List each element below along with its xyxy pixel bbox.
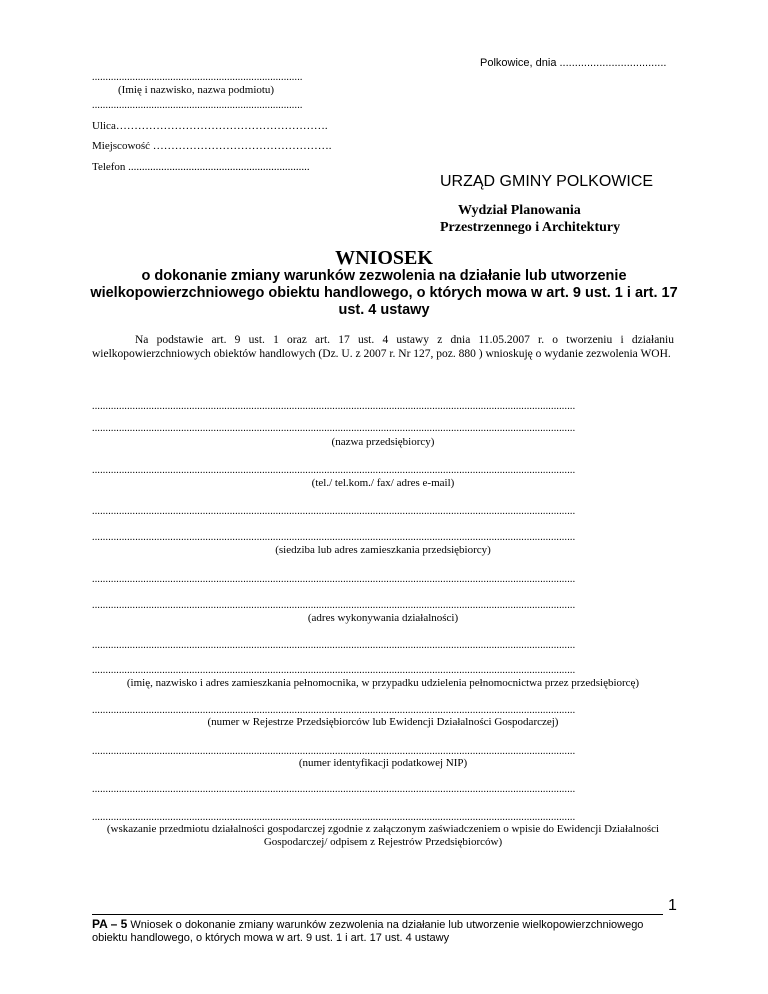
- department-line-1: Wydział Planowania: [458, 203, 581, 218]
- registry-number-line[interactable]: ...................................................................................................................................................................................: [92, 705, 576, 716]
- contact-line[interactable]: ...................................................................................................................................................................................: [92, 465, 576, 476]
- footer-rule: [92, 914, 663, 915]
- nip-caption: (numer identyfikacji podatkowej NIP): [298, 757, 468, 769]
- intro-paragraph: Na podstawie art. 9 ust. 1 oraz art. 17 ust. 4 ustawy z dnia 11.05.2007 r. o tworzeniu i działaniu wielkopowierzchniowych obiektów handlowych (Dz. U. z 2007 r. Nr 127, poz. 880 ) wnioskuję o wydanie zezwolenia WOH.: [92, 334, 674, 360]
- footer-text: [92, 918, 678, 945]
- company-name-caption: (nazwa przedsiębiorcy): [331, 436, 435, 448]
- document-title: WNIOSEK: [335, 247, 433, 269]
- business-address-caption: (adres wykonywania działalności): [307, 612, 459, 624]
- document-subtitle: o dokonanie zmiany warunków zezwolenia na działanie lub utworzenie wielkopowierzchniowego obiektu handlowego, o których mowa w art. 9 ust. 1 i art. 17 ust. 4 ustawy: [90, 268, 678, 318]
- street-field[interactable]: Ulica………………………………………………….: [92, 120, 328, 132]
- business-address-line-2[interactable]: ...................................................................................................................................................................................: [92, 600, 576, 611]
- business-address-line-1[interactable]: ...................................................................................................................................................................................: [92, 574, 576, 585]
- registry-number-caption: (numer w Rejestrze Przedsiębiorców lub Ewidencji Działalności Gospodarczej): [207, 716, 559, 728]
- form-code: PA – 5: [92, 917, 128, 931]
- footer-description: Wniosek o dokonanie zmiany warunków zezwolenia na działanie lub utworzenie wielkopowierzchniowego obiektu handlowego, o których mowa w art. 9 ust. 1 i art. 17 ust. 4 ustawy: [92, 919, 644, 944]
- seat-line-2[interactable]: ...................................................................................................................................................................................: [92, 532, 576, 543]
- proxy-line-2[interactable]: ...................................................................................................................................................................................: [92, 665, 576, 676]
- proxy-line-1[interactable]: ...................................................................................................................................................................................: [92, 640, 576, 651]
- contact-caption: (tel./ tel.kom./ fax/ adres e-mail): [311, 477, 455, 489]
- department-line-2: Przestrzennego i Architektury: [440, 220, 621, 235]
- phone-field[interactable]: Telefon ..................................................................: [92, 161, 310, 173]
- city-field[interactable]: Miejscowość ………………………………………….: [92, 140, 332, 152]
- page-number: 1: [668, 897, 677, 914]
- nip-line[interactable]: ...................................................................................................................................................................................: [92, 746, 576, 757]
- office-name: URZĄD GMINY POLKOWICE: [440, 173, 654, 190]
- name-line-2[interactable]: ..............................................................................: [92, 100, 303, 111]
- business-subject-line-1[interactable]: ...................................................................................................................................................................................: [92, 784, 576, 795]
- place-date: Polkowice, dnia ...................................: [480, 57, 667, 69]
- company-name-line-2[interactable]: ...................................................................................................................................................................................: [92, 423, 576, 434]
- name-caption: (Imię i nazwisko, nazwa podmiotu): [118, 84, 275, 96]
- name-line[interactable]: ..............................................................................: [92, 72, 303, 83]
- business-subject-line-2[interactable]: ...................................................................................................................................................................................: [92, 812, 576, 823]
- seat-caption: (siedziba lub adres zamieszkania przedsiębiorcy): [275, 544, 491, 556]
- company-name-line-1[interactable]: ...................................................................................................................................................................................: [92, 401, 576, 412]
- proxy-caption: (imię, nazwisko i adres zamieszkania pełnomocnika, w przypadku udzielenia pełnomocnictwa przez przedsiębiorcę): [126, 677, 640, 689]
- business-subject-caption: (wskazanie przedmiotu działalności gospodarczej zgodnie z załączonym zaświadczeniem o wpisie do Ewidencji Działalności Gospodarczej/ odpisem z Rejestrów Przedsiębiorców): [106, 823, 660, 848]
- seat-line-1[interactable]: ...................................................................................................................................................................................: [92, 506, 576, 517]
